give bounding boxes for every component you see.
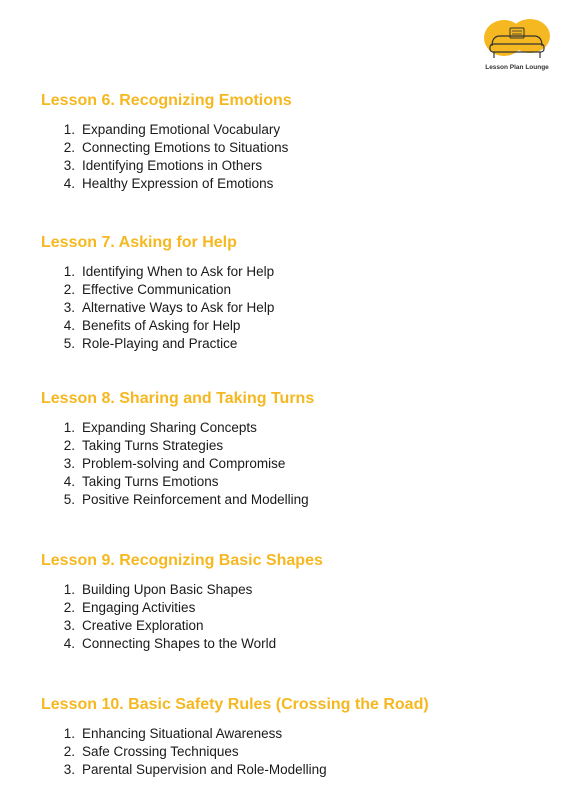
- lesson-section: [41, 389, 561, 509]
- item-number: 2.: [63, 282, 75, 297]
- list-item: [41, 761, 561, 779]
- list-item: [41, 121, 561, 139]
- item-number: 4.: [63, 176, 75, 191]
- list-item: [41, 157, 561, 175]
- list-item: [41, 473, 561, 491]
- item-number: 3.: [63, 762, 75, 777]
- item-number: 2.: [63, 438, 75, 453]
- list-item: [41, 175, 561, 193]
- list-item: [41, 581, 561, 599]
- lesson-section: [41, 695, 561, 779]
- list-item: [41, 299, 561, 317]
- item-number: 3.: [63, 456, 75, 471]
- list-item: [41, 437, 561, 455]
- item-text: Expanding Emotional Vocabulary: [82, 122, 281, 137]
- lesson-topic-list: [41, 581, 561, 653]
- item-number: 4.: [63, 474, 75, 489]
- item-text: Identifying When to Ask for Help: [82, 264, 275, 279]
- lesson-title: Lesson 9. Recognizing Basic Shapes: [41, 552, 323, 569]
- item-text: Benefits of Asking for Help: [82, 318, 241, 333]
- lesson-topic-list: [41, 263, 561, 353]
- item-text: Effective Communication: [82, 282, 232, 297]
- lesson-section: [41, 551, 561, 653]
- item-text: Role-Playing and Practice: [82, 336, 238, 351]
- item-number: 1.: [63, 122, 75, 137]
- brand-logo: [476, 16, 558, 78]
- item-number: 3.: [63, 300, 75, 315]
- list-item: [41, 617, 561, 635]
- item-text: Parental Supervision and Role-Modelling: [82, 762, 327, 777]
- item-text: Expanding Sharing Concepts: [82, 420, 257, 435]
- logo-text: Lesson Plan Lounge: [485, 64, 549, 71]
- list-item: [41, 599, 561, 617]
- lesson-topic-list: [41, 419, 561, 509]
- lesson-title: Lesson 10. Basic Safety Rules (Crossing the Road): [41, 696, 429, 713]
- item-number: 4.: [63, 636, 75, 651]
- list-item: [41, 455, 561, 473]
- item-number: 5.: [63, 336, 75, 351]
- item-number: 2.: [63, 140, 75, 155]
- lesson-topic-list: [41, 121, 561, 193]
- item-number: 3.: [63, 158, 75, 173]
- list-item: [41, 317, 561, 335]
- item-text: Creative Exploration: [82, 618, 204, 633]
- list-item: [41, 743, 561, 761]
- item-text: Healthy Expression of Emotions: [82, 176, 274, 191]
- lesson-section: [41, 91, 561, 193]
- item-text: Enhancing Situational Awareness: [82, 726, 283, 741]
- list-item: [41, 635, 561, 653]
- item-number: 5.: [63, 492, 75, 507]
- item-text: Identifying Emotions in Others: [82, 158, 263, 173]
- list-item: [41, 263, 561, 281]
- list-item: [41, 281, 561, 299]
- list-item: [41, 335, 561, 353]
- item-number: 1.: [63, 420, 75, 435]
- list-item: [41, 419, 561, 437]
- lesson-topic-list: [41, 725, 561, 779]
- lesson-title: Lesson 7. Asking for Help: [41, 234, 237, 251]
- item-text: Engaging Activities: [82, 600, 196, 615]
- item-number: 4.: [63, 318, 75, 333]
- list-item: [41, 491, 561, 509]
- item-number: 1.: [63, 264, 75, 279]
- item-text: Building Upon Basic Shapes: [82, 582, 253, 597]
- item-text: Connecting Emotions to Situations: [82, 140, 289, 155]
- item-text: Taking Turns Emotions: [82, 474, 219, 489]
- item-number: 1.: [63, 726, 75, 741]
- list-item: [41, 139, 561, 157]
- item-number: 1.: [63, 582, 75, 597]
- item-text: Alternative Ways to Ask for Help: [82, 300, 275, 315]
- list-item: [41, 725, 561, 743]
- lesson-section: [41, 233, 561, 353]
- item-number: 3.: [63, 618, 75, 633]
- item-text: Problem-solving and Compromise: [82, 456, 286, 471]
- item-number: 2.: [63, 744, 75, 759]
- lesson-title: Lesson 8. Sharing and Taking Turns: [41, 390, 315, 407]
- sofa-logo-icon: [482, 16, 552, 62]
- item-text: Connecting Shapes to the World: [82, 636, 277, 651]
- item-text: Safe Crossing Techniques: [82, 744, 239, 759]
- item-number: 2.: [63, 600, 75, 615]
- item-text: Positive Reinforcement and Modelling: [82, 492, 309, 507]
- lesson-title: Lesson 6. Recognizing Emotions: [41, 92, 292, 109]
- item-text: Taking Turns Strategies: [82, 438, 224, 453]
